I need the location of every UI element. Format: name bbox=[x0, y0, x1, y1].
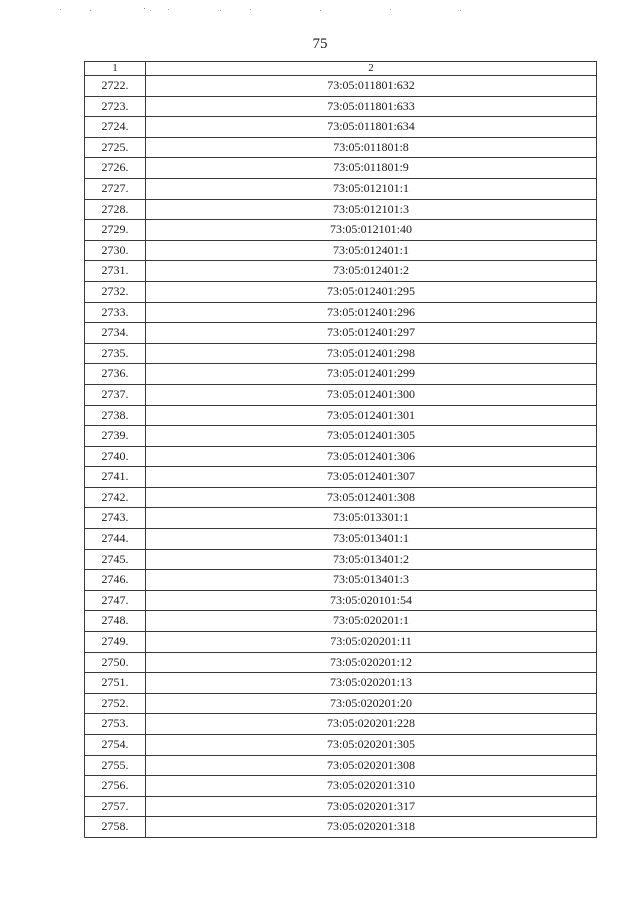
row-number-cell: 2737. bbox=[85, 384, 146, 405]
cadastral-code-cell: 73:05:013401:3 bbox=[146, 570, 597, 591]
row-number-cell: 2734. bbox=[85, 323, 146, 344]
cadastral-code-cell: 73:05:011801:632 bbox=[146, 76, 597, 97]
table-row bbox=[85, 549, 597, 570]
table-row bbox=[85, 302, 597, 323]
table-row bbox=[85, 364, 597, 385]
cadastral-code-cell: 73:05:012401:295 bbox=[146, 281, 597, 302]
row-number-cell: 2735. bbox=[85, 343, 146, 364]
cadastral-code-cell: 73:05:020201:308 bbox=[146, 755, 597, 776]
table-row bbox=[85, 487, 597, 508]
cadastral-code-cell: 73:05:013401:2 bbox=[146, 549, 597, 570]
cadastral-code-cell: 73:05:012401:299 bbox=[146, 364, 597, 385]
table-row bbox=[85, 508, 597, 529]
cadastral-code-cell: 73:05:020201:20 bbox=[146, 693, 597, 714]
cadastral-number-table bbox=[84, 61, 597, 838]
table-row bbox=[85, 240, 597, 261]
row-number-cell: 2752. bbox=[85, 693, 146, 714]
cadastral-code-cell: 73:05:020201:11 bbox=[146, 632, 597, 653]
cadastral-code-cell: 73:05:020201:310 bbox=[146, 776, 597, 797]
cadastral-code-cell: 73:05:011801:633 bbox=[146, 96, 597, 117]
cadastral-code-cell: 73:05:011801:634 bbox=[146, 117, 597, 138]
table-row bbox=[85, 632, 597, 653]
table-row bbox=[85, 158, 597, 179]
cadastral-code-cell: 73:05:012101:40 bbox=[146, 220, 597, 241]
row-number-cell: 2750. bbox=[85, 652, 146, 673]
table-row bbox=[85, 714, 597, 735]
page-number: 75 bbox=[312, 36, 328, 52]
table-row bbox=[85, 220, 597, 241]
row-number-cell: 2733. bbox=[85, 302, 146, 323]
row-number-cell: 2731. bbox=[85, 261, 146, 282]
cadastral-code-cell: 73:05:020201:13 bbox=[146, 673, 597, 694]
scan-specks bbox=[60, 7, 480, 13]
cadastral-code-cell: 73:05:013401:1 bbox=[146, 529, 597, 550]
table-row bbox=[85, 570, 597, 591]
cadastral-code-cell: 73:05:020201:228 bbox=[146, 714, 597, 735]
row-number-cell: 2753. bbox=[85, 714, 146, 735]
row-number-cell: 2744. bbox=[85, 529, 146, 550]
row-number-cell: 2749. bbox=[85, 632, 146, 653]
row-number-cell: 2757. bbox=[85, 796, 146, 817]
table-row bbox=[85, 611, 597, 632]
table-body bbox=[85, 76, 597, 838]
row-number-cell: 2751. bbox=[85, 673, 146, 694]
table-row bbox=[85, 467, 597, 488]
cadastral-code-cell: 73:05:012401:305 bbox=[146, 426, 597, 447]
table-row bbox=[85, 117, 597, 138]
cadastral-code-cell: 73:05:012401:300 bbox=[146, 384, 597, 405]
cadastral-code-cell: 73:05:020201:12 bbox=[146, 652, 597, 673]
row-number-cell: 2726. bbox=[85, 158, 146, 179]
cadastral-code-cell: 73:05:012401:308 bbox=[146, 487, 597, 508]
table-row bbox=[85, 343, 597, 364]
row-number-cell: 2738. bbox=[85, 405, 146, 426]
table-row bbox=[85, 405, 597, 426]
table-row bbox=[85, 384, 597, 405]
row-number-cell: 2723. bbox=[85, 96, 146, 117]
cadastral-code-cell: 73:05:012401:298 bbox=[146, 343, 597, 364]
table-row bbox=[85, 76, 597, 97]
row-number-cell: 2758. bbox=[85, 817, 146, 838]
table-row bbox=[85, 178, 597, 199]
row-number-cell: 2748. bbox=[85, 611, 146, 632]
table-row bbox=[85, 817, 597, 838]
table-row bbox=[85, 446, 597, 467]
table-row bbox=[85, 323, 597, 344]
table-row bbox=[85, 776, 597, 797]
row-number-cell: 2742. bbox=[85, 487, 146, 508]
table-row bbox=[85, 673, 597, 694]
row-number-cell: 2728. bbox=[85, 199, 146, 220]
cadastral-code-cell: 73:05:020201:305 bbox=[146, 735, 597, 756]
row-number-cell: 2740. bbox=[85, 446, 146, 467]
cadastral-code-cell: 73:05:012401:306 bbox=[146, 446, 597, 467]
table-row bbox=[85, 96, 597, 117]
cadastral-code-cell: 73:05:012401:1 bbox=[146, 240, 597, 261]
row-number-cell: 2729. bbox=[85, 220, 146, 241]
row-number-cell: 2725. bbox=[85, 137, 146, 158]
row-number-cell: 2739. bbox=[85, 426, 146, 447]
table-row bbox=[85, 261, 597, 282]
cadastral-code-cell: 73:05:020201:1 bbox=[146, 611, 597, 632]
row-number-cell: 2732. bbox=[85, 281, 146, 302]
row-number-cell: 2722. bbox=[85, 76, 146, 97]
cadastral-code-cell: 73:05:012401:307 bbox=[146, 467, 597, 488]
cadastral-code-cell: 73:05:012401:296 bbox=[146, 302, 597, 323]
cadastral-code-cell: 73:05:011801:8 bbox=[146, 137, 597, 158]
cadastral-code-cell: 73:05:012401:301 bbox=[146, 405, 597, 426]
cadastral-code-cell: 73:05:013301:1 bbox=[146, 508, 597, 529]
row-number-cell: 2724. bbox=[85, 117, 146, 138]
row-number-cell: 2727. bbox=[85, 178, 146, 199]
cadastral-code-cell: 73:05:011801:9 bbox=[146, 158, 597, 179]
row-number-cell: 2746. bbox=[85, 570, 146, 591]
column-header-code: 2 bbox=[146, 62, 597, 76]
table-row bbox=[85, 652, 597, 673]
cadastral-code-cell: 73:05:012401:297 bbox=[146, 323, 597, 344]
cadastral-code-cell: 73:05:020201:318 bbox=[146, 817, 597, 838]
row-number-cell: 2756. bbox=[85, 776, 146, 797]
row-number-cell: 2755. bbox=[85, 755, 146, 776]
row-number-cell: 2745. bbox=[85, 549, 146, 570]
table-row bbox=[85, 137, 597, 158]
row-number-cell: 2741. bbox=[85, 467, 146, 488]
row-number-cell: 2747. bbox=[85, 590, 146, 611]
table-row bbox=[85, 693, 597, 714]
table-header-row bbox=[85, 62, 597, 76]
row-number-cell: 2730. bbox=[85, 240, 146, 261]
column-header-number: 1 bbox=[85, 62, 146, 76]
table-row bbox=[85, 735, 597, 756]
cadastral-code-cell: 73:05:012101:1 bbox=[146, 178, 597, 199]
table-row bbox=[85, 755, 597, 776]
row-number-cell: 2736. bbox=[85, 364, 146, 385]
cadastral-code-cell: 73:05:012401:2 bbox=[146, 261, 597, 282]
table-row bbox=[85, 281, 597, 302]
row-number-cell: 2754. bbox=[85, 735, 146, 756]
row-number-cell: 2743. bbox=[85, 508, 146, 529]
table-row bbox=[85, 796, 597, 817]
cadastral-code-cell: 73:05:020201:317 bbox=[146, 796, 597, 817]
table-row bbox=[85, 199, 597, 220]
cadastral-code-cell: 73:05:020101:54 bbox=[146, 590, 597, 611]
cadastral-code-cell: 73:05:012101:3 bbox=[146, 199, 597, 220]
table-row bbox=[85, 426, 597, 447]
table-row bbox=[85, 529, 597, 550]
table-row bbox=[85, 590, 597, 611]
